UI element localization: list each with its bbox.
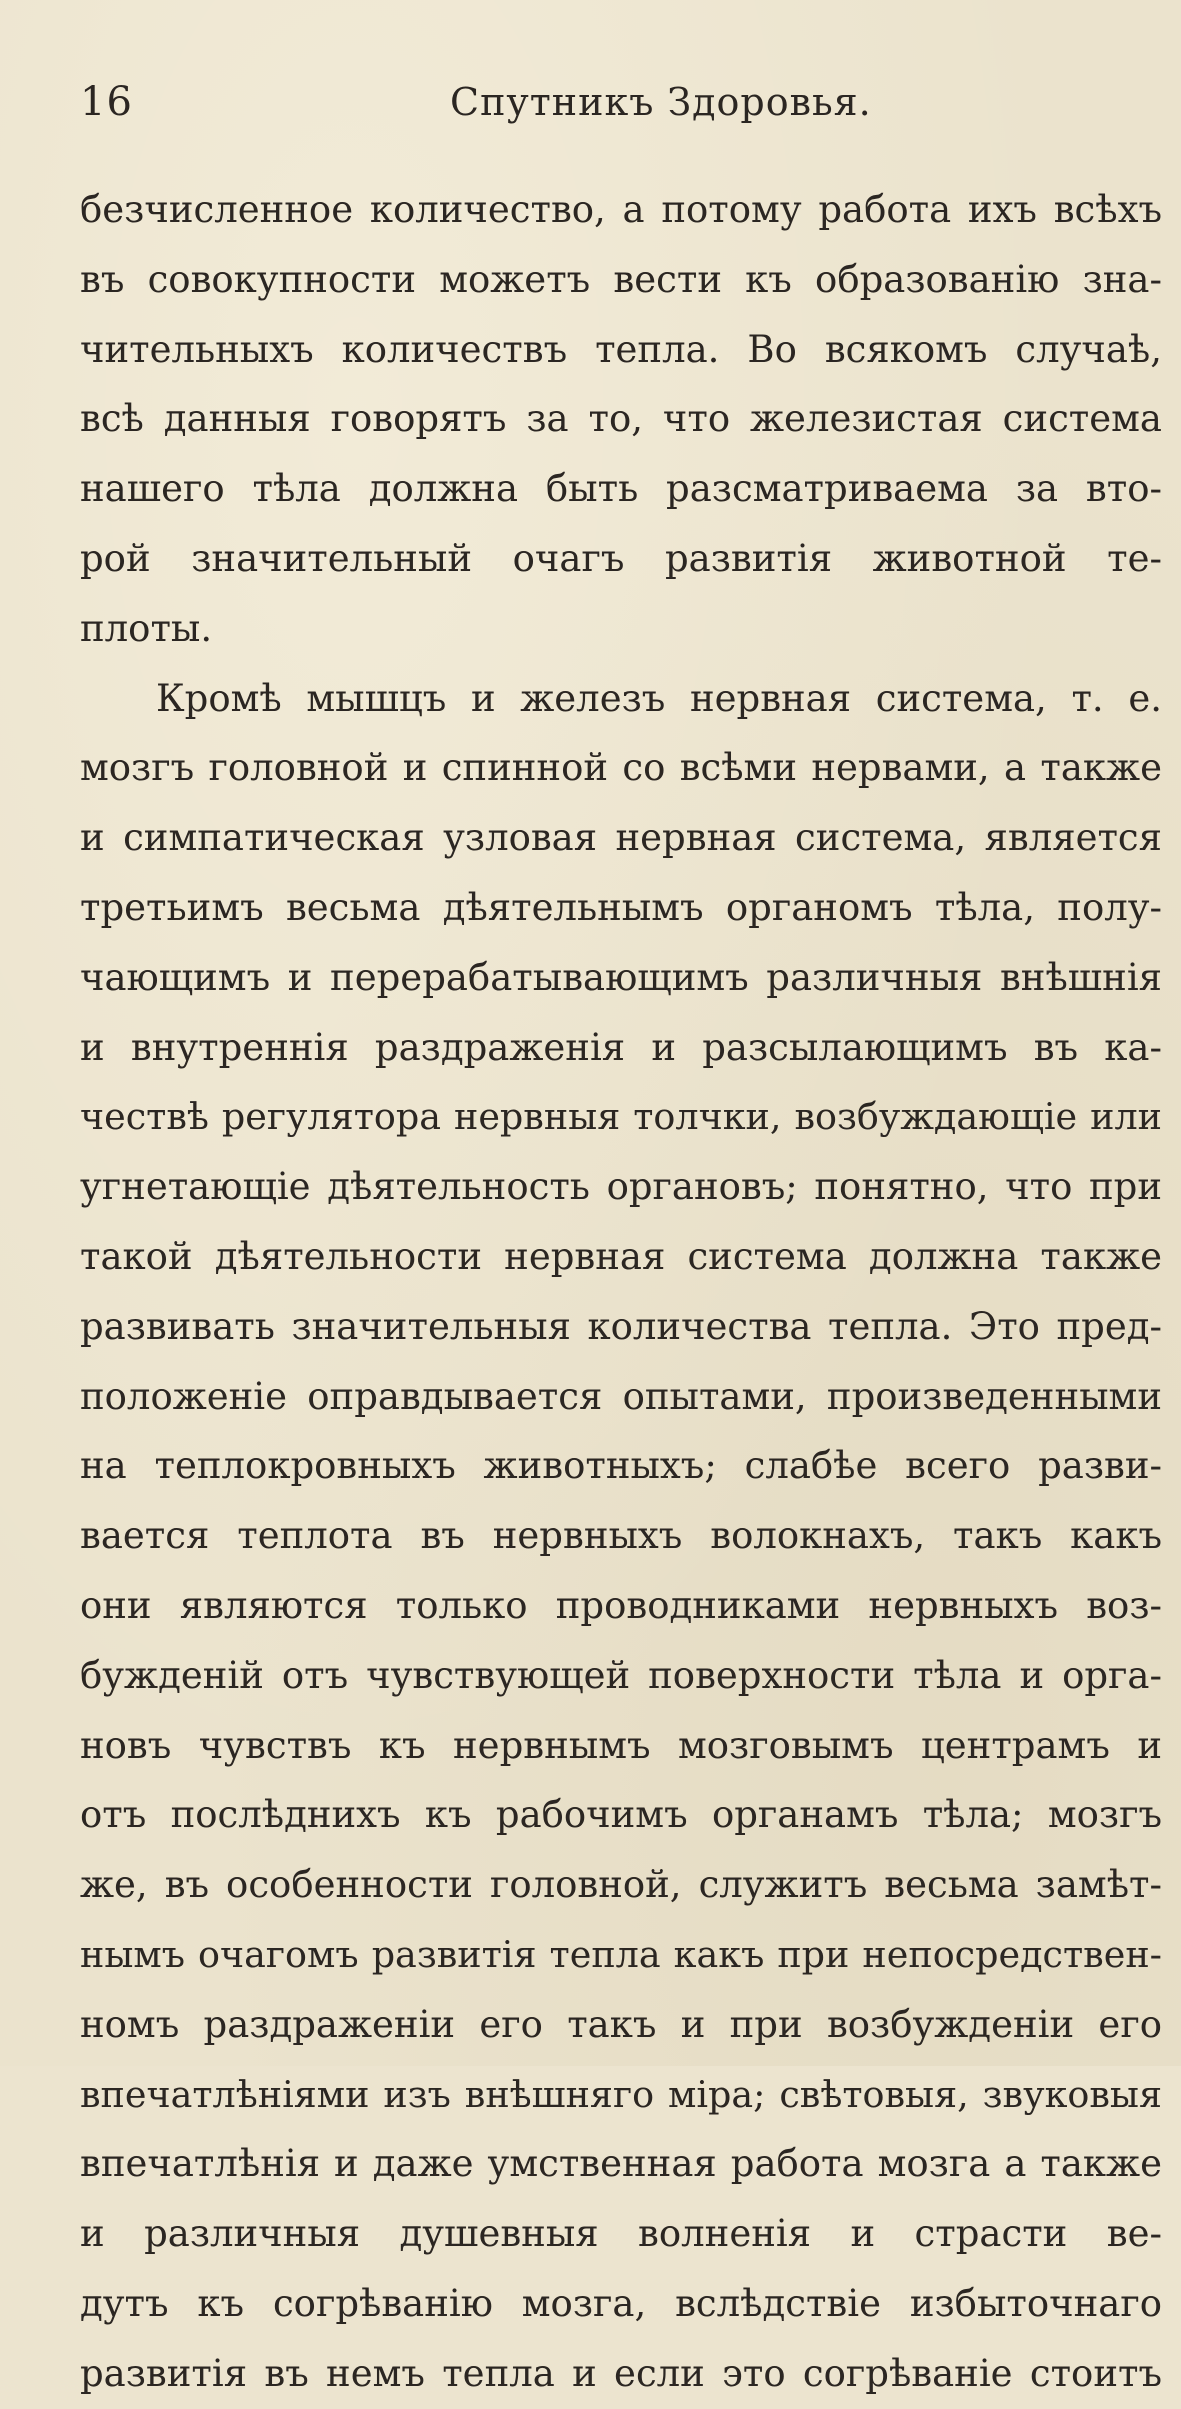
text-line: вается теплота въ нервныхъ волокнахъ, такъ какъ (80, 1514, 1162, 1558)
text-line: номъ раздраженіи его такъ и при возбужденіи его (80, 2002, 1162, 2046)
text-line: чительныхъ количествъ тепла. Во всякомъ случаѣ, (80, 327, 1162, 371)
text-line: бужденій отъ чувствующей поверхности тѣла и орга- (80, 1653, 1162, 1697)
text-line: новъ чувствъ къ нервнымъ мозговымъ центрамъ и (80, 1723, 1162, 1767)
text-line: нашего тѣла должна быть разсматриваема за вто- (80, 467, 1162, 511)
text-line: мозгъ головной и спинной со всѣми нервами, а также (80, 746, 1162, 790)
running-head (80, 72, 1162, 132)
text-line: отъ послѣднихъ къ рабочимъ органамъ тѣла; мозгъ (80, 1793, 1162, 1837)
page-number: 16 (80, 79, 133, 125)
body-text (80, 175, 1162, 2409)
text-line: положеніе оправдывается опытами, произведенными (80, 1374, 1162, 1418)
running-title: Спутникъ Здоровья. (450, 80, 872, 124)
paragraph-first-line: Кромѣ мышцъ и железъ нервная система, т. е. (156, 676, 1162, 720)
text-line: въ совокупности можетъ вести къ образованію зна- (80, 257, 1162, 301)
text-line: дутъ къ согрѣванію мозга, вслѣдствіе избыточнаго (80, 2281, 1162, 2325)
text-line: развивать значительныя количества тепла. Это пред- (80, 1304, 1162, 1348)
text-line: такой дѣятельности нервная система должна также (80, 1234, 1162, 1278)
text-line: и внутреннія раздраженія и разсылающимъ въ ка- (80, 1025, 1162, 1069)
text-line: же, въ особенности головной, служитъ весьма замѣт- (80, 1863, 1162, 1907)
text-line: и симпатическая узловая нервная система, является (80, 816, 1162, 860)
text-line: чествѣ регулятора нервныя толчки, возбуждающіе или (80, 1095, 1162, 1139)
text-line: впечатлѣнія и даже умственная работа мозга а также (80, 2142, 1162, 2186)
text-line: рой значительный очагъ развитія животной те- (80, 536, 1162, 580)
text-line: развитія въ немъ тепла и если это согрѣваніе стоитъ (80, 2351, 1162, 2395)
text-line: и различныя душевныя волненія и страсти ве- (80, 2212, 1162, 2256)
text-line: впечатлѣніями изъ внѣшняго міра; свѣтовыя, звуковыя (80, 2072, 1162, 2116)
text-line: на теплокровныхъ животныхъ; слабѣе всего разви- (80, 1444, 1162, 1488)
text-line: всѣ данныя говорятъ за то, что железистая система (80, 397, 1162, 441)
text-line: угнетающіе дѣятельность органовъ; понятно, что при (80, 1165, 1162, 1209)
text-line: плоты. (80, 606, 213, 650)
text-line: нымъ очагомъ развитія тепла какъ при непосредствен- (80, 1932, 1162, 1976)
text-line: третьимъ весьма дѣятельнымъ органомъ тѣла, полу- (80, 885, 1162, 929)
text-line: они являются только проводниками нервныхъ воз- (80, 1583, 1162, 1627)
text-line: чающимъ и перерабатывающимъ различныя внѣшнія (80, 955, 1162, 999)
text-line: безчисленное количество, а потому работа ихъ всѣхъ (80, 188, 1162, 231)
